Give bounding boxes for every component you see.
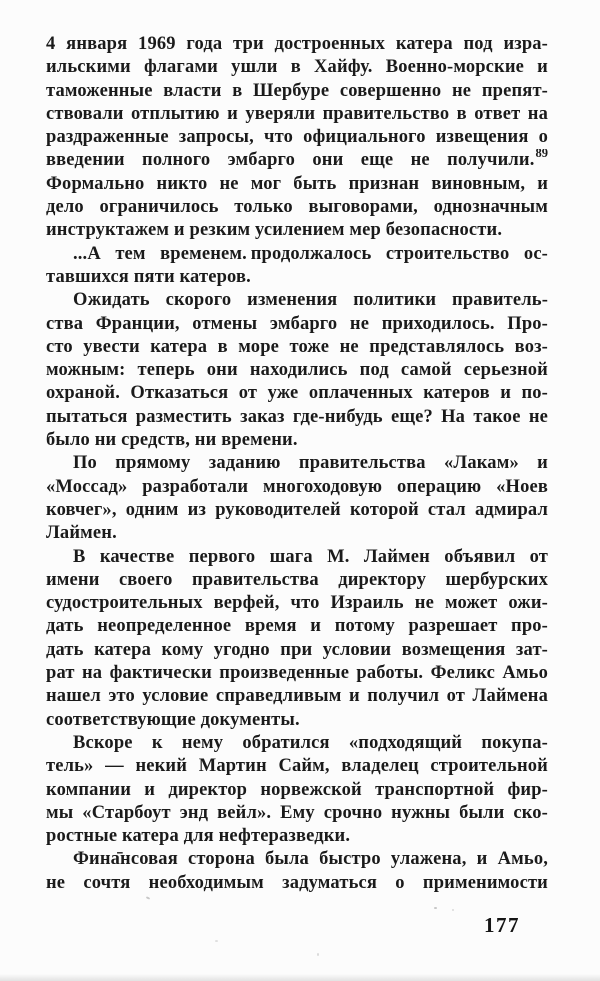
text-line [46,149,548,172]
text-line: ковчег», одним из руководителей которой стал адмирал [46,499,548,520]
page-number: 177 [484,913,520,937]
text-line: В качестве первого шага М. Лаймен объявил от [73,546,548,567]
scan-speck [146,896,150,900]
text-line: дело ограничилось только выговорами, однозначным [46,197,548,218]
text-line: ствовали отплытию и уверяли правительство в ответ на [46,103,548,124]
scan-speck [434,907,437,909]
text-line: можным: теперь они находились под самой серьезной [46,360,548,381]
text-line: дать неопределенное время и потому разрешает про- [46,616,548,637]
text-line: По прямому заданию правительства «Лакам» и [73,453,548,474]
text-line: «Моссад» разработали многоходовую операцию «Ноев [46,476,548,497]
text-line: имени своего правительства директору шербурских [46,569,548,590]
text-line: компании и директор норвежской транспортной фир- [46,779,548,800]
text-line: было ни средств, ни времени. [46,430,298,451]
text-line: Формально никто не мог быть признан виновным, и [46,173,548,194]
bottom-scan-edge [0,974,600,981]
text-line: Фина̄нсовая сторона была быстро улажена, и Амьо, [73,849,548,870]
text-line: раздраженные запросы, что официального извещения о [46,127,548,148]
text-line: ...А тем временем. продолжалось строительство ос- [73,243,548,264]
text-line: охраной. Отказаться от уже оплаченных катеров и по- [46,383,548,404]
footnote-ref: 89 [535,149,548,161]
text-line: инструктажем и резким усилением мер безопасности. [46,220,503,241]
text-line: 4 января 1969 года три достроенных катера под изра- [46,34,548,54]
text-line: рат на фактически произведенные работы. Феликс Амьо [46,663,548,684]
text-line: сто увести катера в море тоже не представлялось воз- [46,336,548,357]
text-line: нашел это условие справедливым и получил от Лаймена [46,686,548,707]
text-line: Вскоре к нему обратился «подходящий покупа- [73,732,548,753]
text-line: соответствующие документы. [46,709,300,730]
scan-speck [215,940,218,942]
text-line: тель» — некий Мартин Сайм, владелец строительной [46,756,548,777]
text-line: ства Франции, отмены эмбарго не приходилось. Про- [46,313,548,334]
text-line: мы «Старбоут энд вейл». Ему срочно нужны были ско- [46,802,548,823]
text-line: Лаймен. [46,523,117,544]
text-line: судостроительных верфей, что Израиль не может ожи- [46,593,548,614]
text-line: дать катера кому угодно при условии возмещения зат- [46,639,548,660]
text-line: ильскими флагами ушли в Хайфу. Военно-морские и [46,57,548,78]
text-block [46,33,548,895]
text-line: таможенные власти в Шербуре совершенно не препят- [46,80,548,101]
scan-speck [317,953,319,956]
text-line-content: введении полного эмбарго они еще не получили. [46,150,535,171]
text-line: пытаться разместить заказ где-нибудь еще? На такое не [46,406,548,427]
text-line: Ожидать скорого изменения политики правитель- [73,290,548,311]
text-line: ростные катера для нефтеразведки. [46,826,351,847]
text-line: не сочтя необходимым задуматься о применимости [46,872,548,893]
text-line: тавшихся пяти катеров. [46,266,251,287]
scan-speck [452,909,454,911]
